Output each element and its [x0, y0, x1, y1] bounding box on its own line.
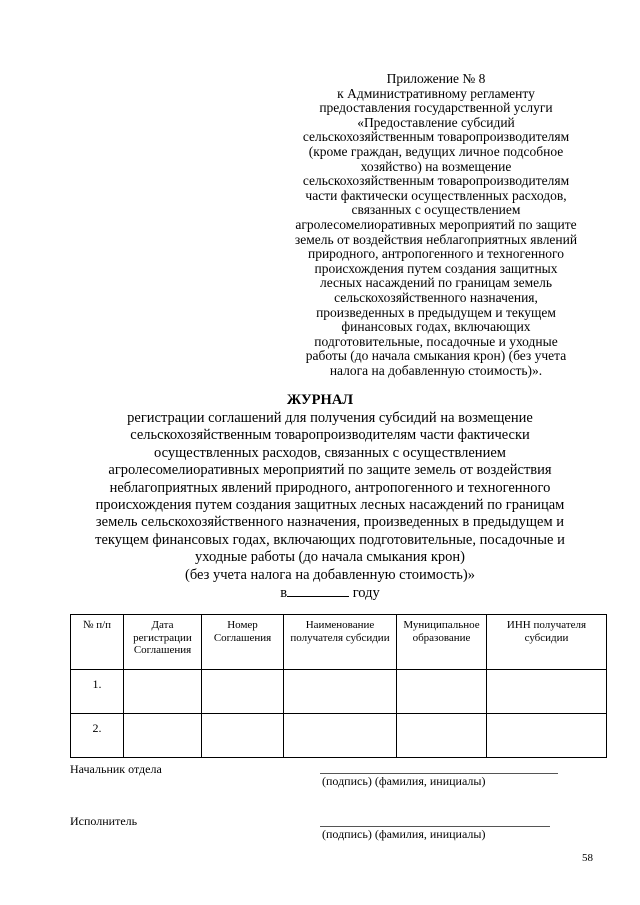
subtitle-line: сельскохозяйственным товаропроизводителям части фактически: [130, 427, 530, 444]
column-header-municipality: Муниципальное образование: [397, 615, 487, 670]
year-prefix: в: [280, 585, 288, 602]
column-header-recipient-inn: ИНН получателя субсидии: [487, 615, 607, 670]
column-header-recipient-name: Наименование получателя субсидии: [284, 615, 397, 670]
table-cell: [202, 714, 284, 758]
table-cell: [124, 670, 202, 714]
appendix-line: налога на добавленную стоимость)».: [329, 362, 543, 378]
appendix-line: Приложение № 8: [386, 71, 486, 86]
appendix-line: произведенных в предыдущем и текущем: [316, 304, 556, 320]
appendix-line: земель от воздействия неблагоприятных явлений: [294, 231, 578, 247]
table-cell: [487, 714, 607, 758]
executor-label: Исполнитель: [70, 814, 138, 828]
appendix-line: сельскохозяйственного назначения,: [334, 289, 538, 305]
row-number: 2.: [71, 714, 124, 758]
subtitle-line: текущем финансовых годах, включающих подготовительные, посадочные и: [95, 531, 565, 548]
table-cell: [202, 670, 284, 714]
table-row: [71, 714, 607, 758]
journal-subtitle: [40, 410, 620, 602]
appendix-line: работы (до начала смыкания крон) (без учета: [305, 348, 567, 364]
subtitle-line: происхождения путем создания защитных лесных насаждений по границам: [95, 497, 565, 514]
appendix-line: «Предоставление субсидий: [357, 114, 515, 130]
year-line: [40, 584, 620, 602]
subtitle-line: агролесомелиоративных мероприятий по защите земель от воздействия: [108, 462, 552, 479]
appendix-line: сельскохозяйственным товаропроизводителям: [302, 129, 570, 145]
registration-table: [70, 614, 607, 758]
appendix-line: происхождения путем создания защитных: [314, 260, 558, 276]
journal-title: ЖУРНАЛ: [286, 392, 354, 408]
appendix-line: сельскохозяйственным товаропроизводителям: [302, 173, 570, 189]
table-cell: [397, 670, 487, 714]
table-cell: [284, 714, 397, 758]
table-cell: [487, 670, 607, 714]
row-number: 1.: [71, 670, 124, 714]
appendix-line: хозяйство) на возмещение: [360, 158, 512, 174]
appendix-line: подготовительные, посадочные и уходные: [314, 333, 558, 349]
subtitle-line: земель сельскохозяйственного назначения, произведенных в предыдущем и: [95, 514, 565, 531]
appendix-line: части фактически осуществленных расходов,: [305, 187, 567, 203]
subtitle-line: (без учета налога на добавленную стоимость)»: [184, 566, 475, 583]
year-suffix: году: [352, 585, 380, 602]
year-blank: [287, 584, 349, 597]
appendix-line: финансовых годах, включающих: [341, 319, 531, 335]
table-cell: [124, 714, 202, 758]
subtitle-line: уходные работы (до начала смыкания крон): [195, 549, 465, 566]
column-header-agreement-number: Номер Соглашения: [202, 615, 284, 670]
head-of-department-label: Начальник отдела: [70, 762, 162, 776]
subtitle-line: осуществленных расходов, связанных с осуществлением: [154, 444, 506, 461]
appendix-line: предоставления государственной услуги: [319, 100, 553, 116]
appendix-line: связанных с осуществлением: [351, 202, 521, 218]
subtitle-line: регистрации соглашений для получения субсидий на возмещение: [127, 410, 533, 426]
appendix-line: к Административному регламенту: [337, 85, 535, 101]
subtitle-line: неблагоприятных явлений природного, антропогенного и техногенного: [109, 479, 551, 496]
table-cell: [284, 670, 397, 714]
executor-signature-caption: (подпись) (фамилия, инициалы): [322, 827, 486, 841]
column-header-registration-date: Дата регистрации Соглашения: [124, 615, 202, 670]
appendix-block: [268, 72, 604, 378]
appendix-line: природного, антропогенного и техногенного: [307, 246, 565, 262]
table-cell: [397, 714, 487, 758]
column-header-number: № п/п: [71, 615, 124, 670]
table-header-row: [71, 615, 607, 670]
appendix-line: агролесомелиоративных мероприятий по защите: [295, 216, 577, 232]
table-row: [71, 670, 607, 714]
appendix-line: (кроме граждан, ведущих личное подсобное: [308, 143, 564, 159]
head-signature-caption: (подпись) (фамилия, инициалы): [322, 774, 486, 788]
appendix-line: лесных насаждений по границам земель: [319, 275, 553, 291]
page-number: 58: [582, 852, 593, 864]
